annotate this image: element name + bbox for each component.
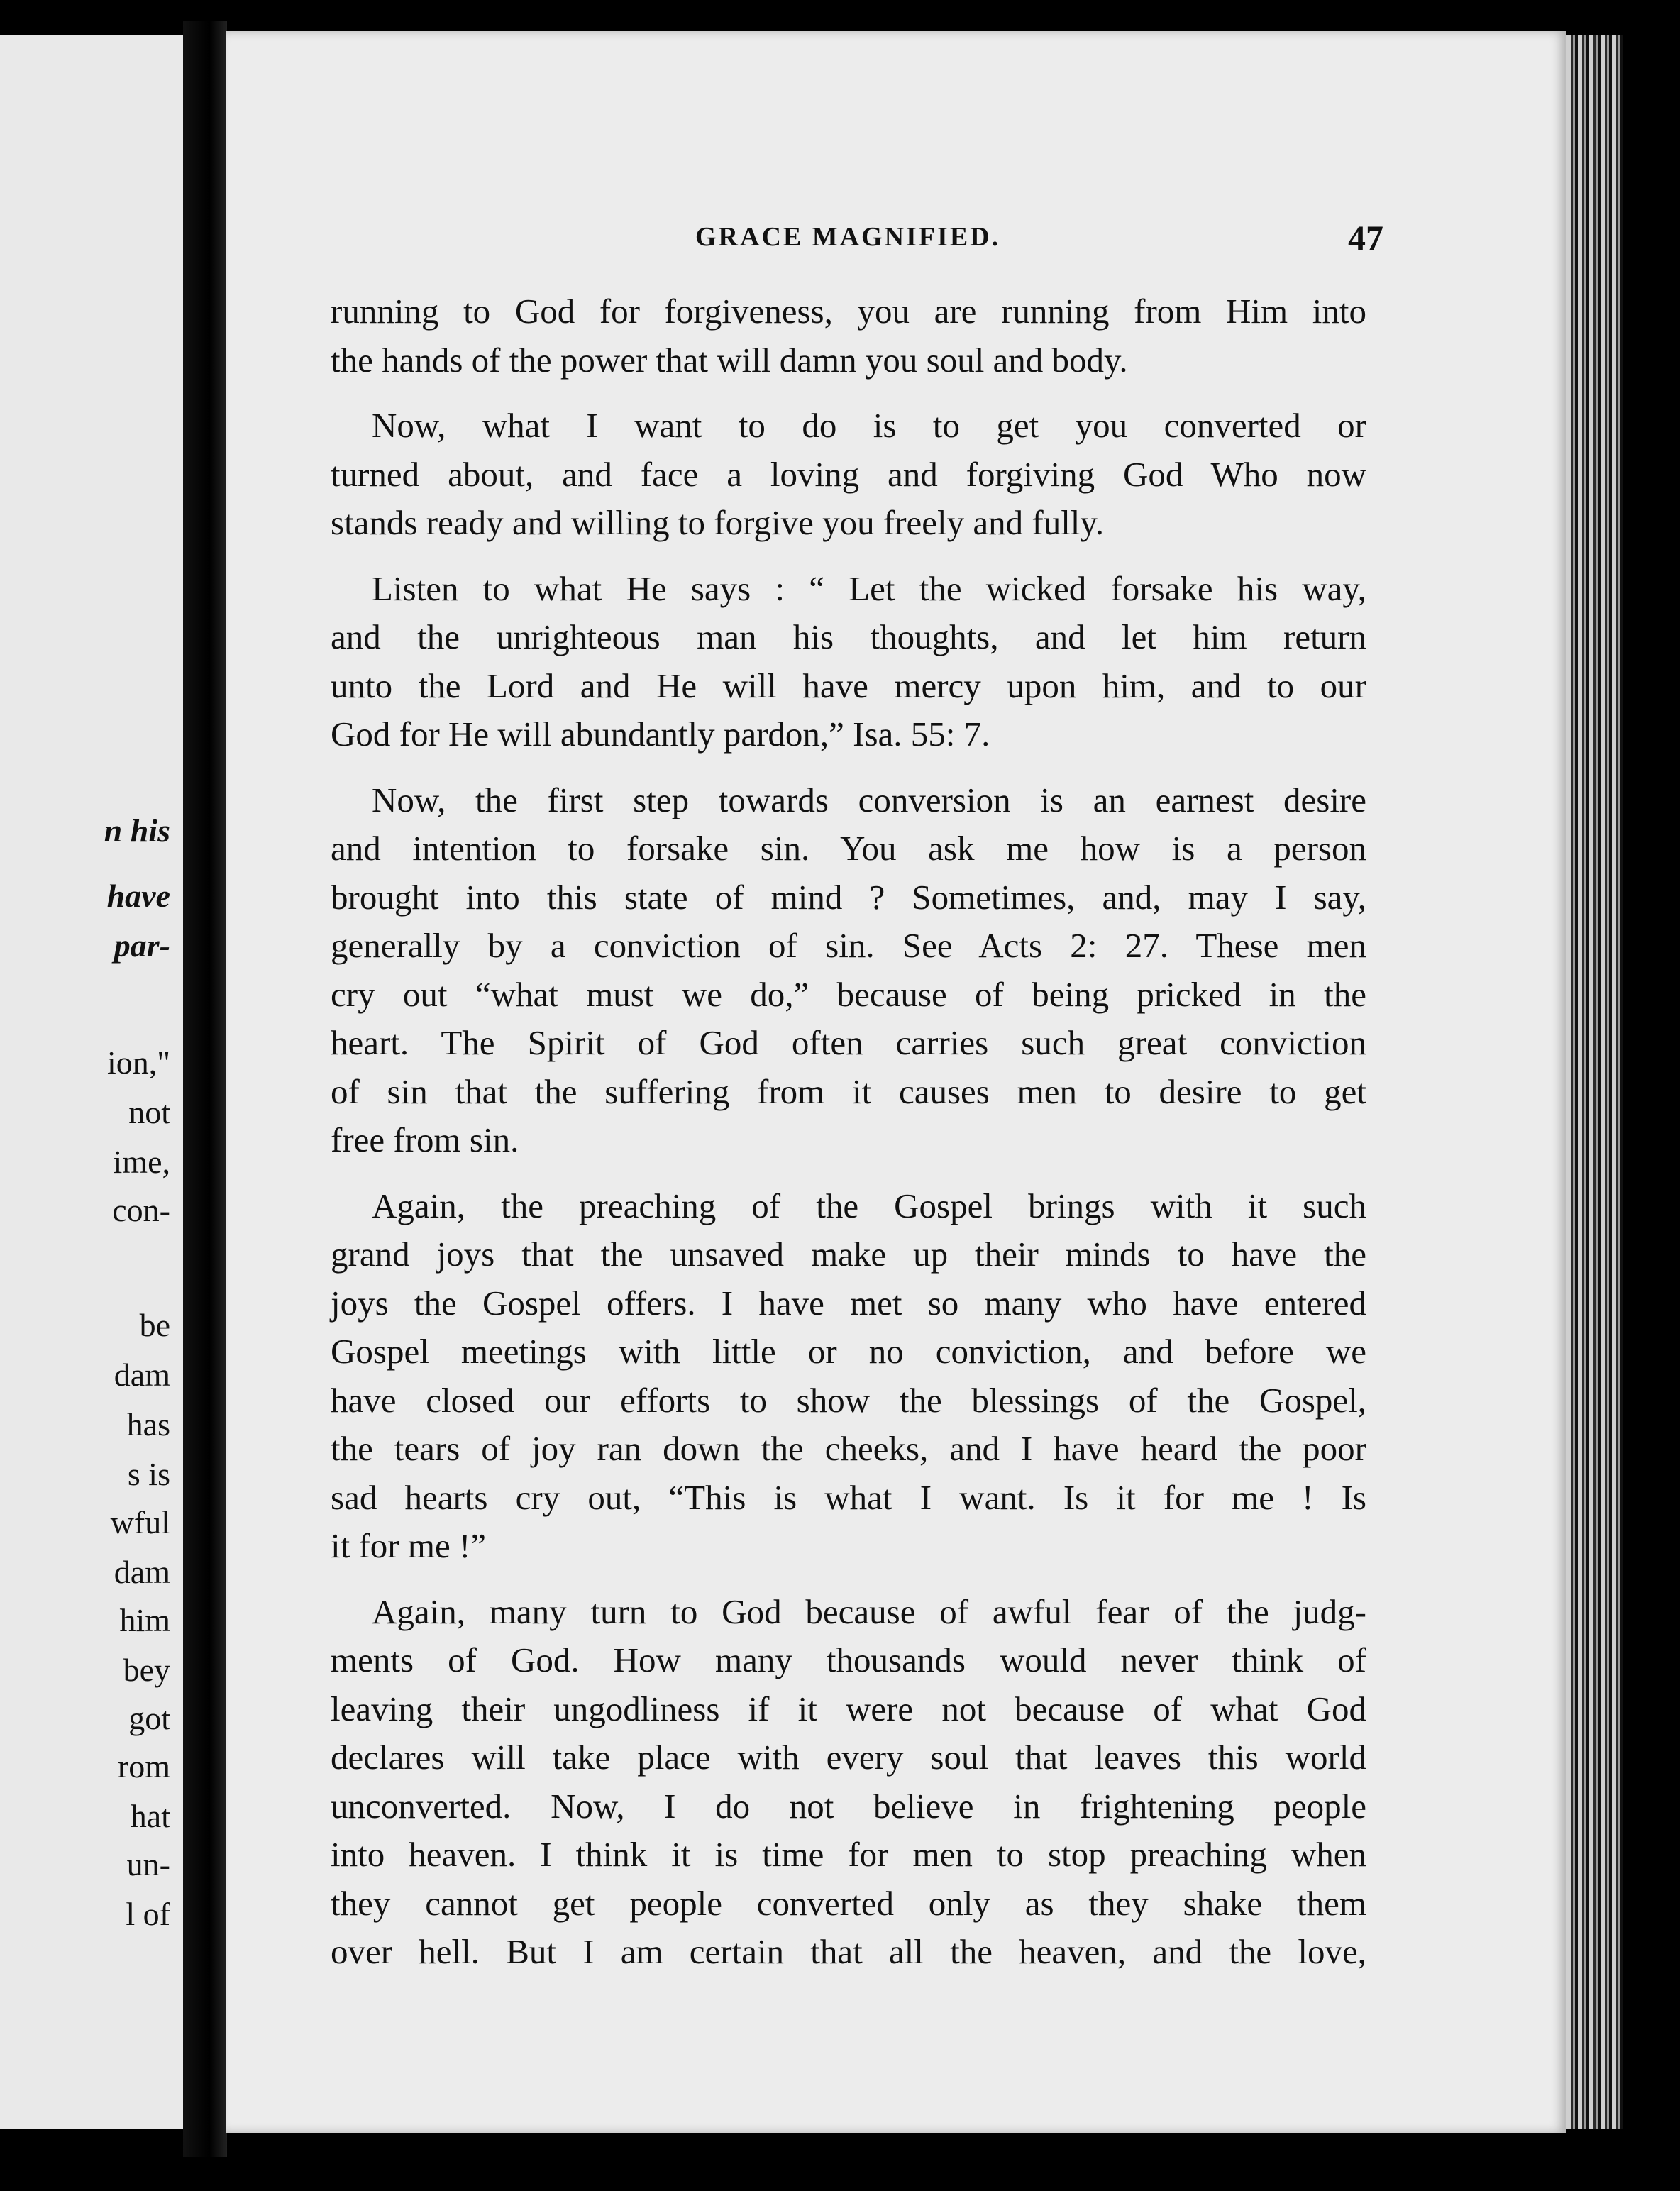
text-line: Gospel meetings with little or no conviction, and before we xyxy=(331,1332,1366,1371)
text-line: they cannot get people converted only as they shake them xyxy=(331,1883,1366,1923)
body-text xyxy=(331,287,1366,1994)
paragraph xyxy=(331,287,1366,385)
text-line: cry out “what must we do,” because of being pricked in the xyxy=(331,974,1366,1014)
text-line: Listen to what He says : “ Let the wicked forsake his way, xyxy=(372,568,1366,608)
facing-page-fragment: dam xyxy=(114,1357,170,1393)
text-line: God for He will abundantly pardon,” Isa. 55: 7. xyxy=(331,714,990,754)
text-line: and intention to forsake sin. You ask me how is a person xyxy=(331,829,1366,868)
text-line: Now, the first step towards conversion is an earnest desire xyxy=(372,780,1366,819)
text-line: grand joys that the unsaved make up their minds to have the xyxy=(331,1235,1366,1274)
facing-page-fragment: l of xyxy=(126,1896,170,1932)
text-line: brought into this state of mind ? Sometimes, and, may I say, xyxy=(331,877,1366,917)
facing-page-fragment: bey xyxy=(123,1652,170,1688)
text-line: generally by a conviction of sin. See Acts 2: 27. These men xyxy=(331,926,1366,965)
facing-page-fragment: got xyxy=(128,1700,170,1736)
text-line: heart. The Spirit of God often carries such great conviction xyxy=(331,1023,1366,1062)
facing-page-fragment: hat xyxy=(130,1798,170,1834)
text-line: ments of God. How many thousands would never think of xyxy=(331,1640,1366,1679)
text-line: the hands of the power that will damn you soul and body. xyxy=(331,340,1128,380)
facing-page-fragment: wful xyxy=(110,1504,170,1540)
text-line: and the unrighteous man his thoughts, and let him return xyxy=(331,617,1366,656)
text-line: the tears of joy ran down the cheeks, and I have heard the poor xyxy=(331,1429,1366,1468)
text-line: turned about, and face a loving and forgiving God Who now xyxy=(331,454,1366,494)
paragraph xyxy=(331,776,1366,1165)
facing-page-fragment: s is xyxy=(127,1456,170,1492)
facing-page-fragment: dam xyxy=(114,1554,170,1590)
text-line: Again, the preaching of the Gospel brings with it such xyxy=(372,1186,1366,1225)
facing-page-fragment: n his xyxy=(104,812,170,849)
facing-page-fragment: ime, xyxy=(113,1144,170,1180)
page-number: 47 xyxy=(1348,218,1383,258)
text-line: have closed our efforts to show the blessings of the Gospel, xyxy=(331,1380,1366,1420)
facing-page-fragment: have xyxy=(106,878,170,914)
facing-page-fragment: has xyxy=(126,1406,170,1442)
facing-page-fragment: rom xyxy=(117,1748,170,1784)
text-line: of sin that the suffering from it causes men to desire to get xyxy=(331,1071,1366,1111)
paragraph xyxy=(331,402,1366,548)
facing-page-fragment: not xyxy=(128,1094,170,1130)
page-edges xyxy=(1566,35,1623,2129)
facing-page-fragment: par- xyxy=(114,927,170,964)
facing-page-fragment: ion," xyxy=(106,1044,170,1081)
facing-page-left xyxy=(0,35,183,2129)
text-line: declares will take place with every soul that leaves this world xyxy=(331,1738,1366,1777)
facing-page-fragment: be xyxy=(139,1307,170,1343)
text-line: running to God for forgiveness, you are running from Him into xyxy=(331,292,1366,331)
text-line: it for me !” xyxy=(331,1526,487,1565)
text-line: free from sin. xyxy=(331,1120,519,1159)
text-line: leaving their ungodliness if it were not because of what God xyxy=(331,1689,1366,1728)
text-line: stands ready and willing to forgive you freely and fully. xyxy=(331,503,1104,542)
paragraph xyxy=(331,1588,1366,1977)
text-line: into heaven. I think it is time for men to stop preaching when xyxy=(331,1835,1366,1874)
facing-page-fragment: him xyxy=(119,1602,170,1638)
book-gutter xyxy=(183,21,227,2157)
text-line: sad hearts cry out, “This is what I want. Is it for me ! Is xyxy=(331,1477,1366,1517)
text-line: unto the Lord and He will have mercy upon him, and to our xyxy=(331,666,1366,705)
facing-page-fragment: un- xyxy=(126,1846,170,1882)
running-head xyxy=(468,218,1391,264)
facing-page-fragment: con- xyxy=(112,1192,170,1228)
text-line: Again, many turn to God because of awful fear of the judg- xyxy=(372,1591,1366,1631)
paragraph xyxy=(331,565,1366,759)
text-line: joys the Gospel offers. I have met so many who have entered xyxy=(331,1283,1366,1323)
text-line: unconverted. Now, I do not believe in frightening people xyxy=(331,1786,1366,1826)
paragraph xyxy=(331,1182,1366,1571)
text-line: Now, what I want to do is to get you converted or xyxy=(372,406,1366,445)
running-title: GRACE MAGNIFIED. xyxy=(695,222,1001,252)
text-line: over hell. But I am certain that all the heaven, and the love, xyxy=(331,1932,1366,1971)
